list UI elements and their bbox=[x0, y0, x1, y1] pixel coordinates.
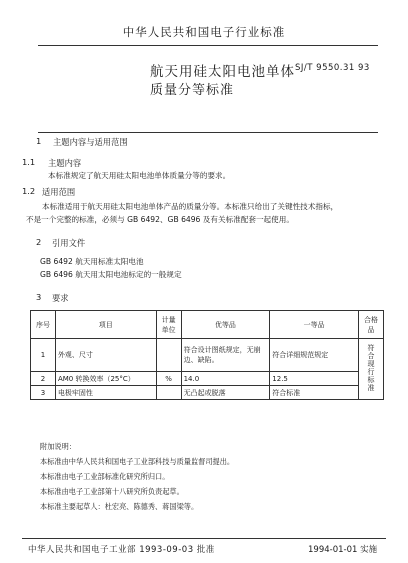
row-3-first: 符合标准 bbox=[270, 386, 359, 400]
section-2-heading: 引用文件 bbox=[52, 238, 86, 248]
reference-gb6492: GB 6492 航天用标准太阳电池 bbox=[40, 257, 144, 266]
section-1-heading: 主题内容与适用范围 bbox=[53, 137, 128, 147]
document-title: 航天用硅太阳电池单体 bbox=[150, 64, 295, 80]
row-2-first: 12.5 bbox=[270, 372, 359, 386]
section-1-number: 1 bbox=[36, 136, 42, 146]
section-1-2-number: 1.2 bbox=[22, 186, 36, 196]
effective-date: 1994-01-01 实施 bbox=[308, 545, 378, 555]
qualified-grade-note: 符合现行标准 bbox=[367, 344, 375, 392]
table-header-row bbox=[31, 311, 384, 339]
section-2-number: 2 bbox=[36, 237, 42, 247]
row-3-superior: 无凸起或脱落 bbox=[181, 386, 270, 400]
header-rule bbox=[38, 45, 378, 46]
header-first-grade: 一等品 bbox=[270, 311, 359, 339]
row-1-unit bbox=[156, 339, 181, 372]
section-3-heading: 要求 bbox=[52, 293, 69, 303]
note-line-1: 本标准由中华人民共和国电子工业部科技与质量监督司提出。 bbox=[40, 457, 235, 466]
reference-gb6496: GB 6496 航天用太阳电池标定的一般规定 bbox=[40, 270, 182, 279]
notes-heading: 附加说明： bbox=[40, 442, 76, 451]
grade-requirements-table bbox=[30, 310, 384, 400]
header-unit: 计量单位 bbox=[156, 311, 181, 339]
row-3-no: 3 bbox=[31, 386, 56, 400]
qualified-grade-cell bbox=[359, 339, 384, 400]
document-authority-header: 中华人民共和国电子行业标准 bbox=[122, 25, 286, 39]
document-subtitle: 质量分等标准 bbox=[150, 83, 235, 98]
table-row bbox=[31, 372, 384, 386]
row-3-item: 电极牢固性 bbox=[55, 386, 156, 400]
row-1-first: 符合详细规范规定 bbox=[270, 339, 359, 372]
section-1-1-heading: 主题内容 bbox=[48, 158, 82, 168]
header-superior-grade: 优等品 bbox=[181, 311, 270, 339]
row-2-superior: 14.0 bbox=[181, 372, 270, 386]
title-rule bbox=[38, 132, 378, 133]
header-qualified-grade: 合格品 bbox=[359, 311, 384, 339]
row-1-item: 外观、尺寸 bbox=[55, 339, 156, 372]
header-serial-no: 序号 bbox=[31, 311, 56, 339]
row-1-superior: 符合设计图纸规定，无崩边、缺陷。 bbox=[181, 339, 270, 372]
note-line-2: 本标准由电子工业部标准化研究所归口。 bbox=[40, 472, 170, 481]
row-2-unit: % bbox=[156, 372, 181, 386]
table-row bbox=[31, 339, 384, 372]
row-1-no: 1 bbox=[31, 339, 56, 372]
row-3-unit bbox=[156, 386, 181, 400]
row-2-item: AM0 转换效率（25°C） bbox=[55, 372, 156, 386]
section-1-2-heading: 适用范围 bbox=[42, 187, 76, 197]
section-1-2-body-line2: 不是一个完整的标准，必须与 GB 6492、GB 6496 及有关标准配套一起使用。 bbox=[26, 215, 294, 224]
section-1-2-body-line1: 本标准适用于航天用硅太阳电池单体产品的质量分等。本标准只给出了关键性技术指标， bbox=[42, 202, 339, 211]
standard-code: SJ/T 9550.31 93 bbox=[295, 63, 370, 73]
table-row bbox=[31, 386, 384, 400]
header-item: 项目 bbox=[55, 311, 156, 339]
section-3-number: 3 bbox=[36, 292, 42, 302]
section-1-1-body: 本标准规定了航天用硅太阳电池单体质量分等的要求。 bbox=[48, 171, 231, 180]
footer-rule bbox=[22, 538, 386, 539]
section-1-1-number: 1.1 bbox=[22, 157, 36, 167]
note-line-4: 本标准主要起草人：杜宏亮、陈德秀、蒋国梁等。 bbox=[40, 502, 199, 511]
note-line-3: 本标准由电子工业部第十八研究所负责起草。 bbox=[40, 487, 184, 496]
row-2-no: 2 bbox=[31, 372, 56, 386]
approval-statement: 中华人民共和国电子工业部 1993-09-03 批准 bbox=[28, 545, 215, 555]
